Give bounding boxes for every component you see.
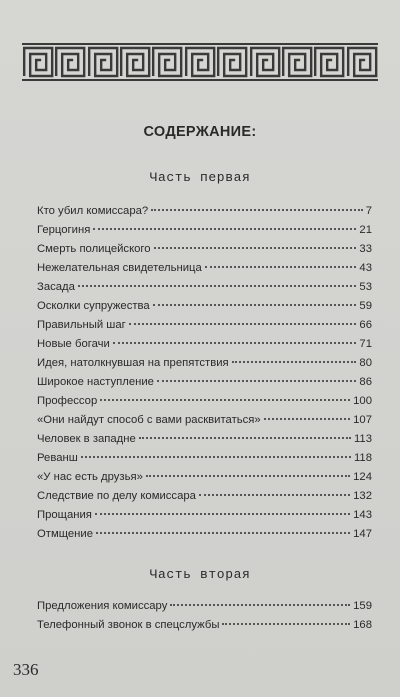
greek-key-border xyxy=(22,43,378,81)
toc-dot-leader xyxy=(232,361,357,363)
toc-dot-leader xyxy=(151,209,363,211)
toc-entry-title: Герцогиня xyxy=(37,224,91,236)
toc-dot-leader xyxy=(93,228,356,230)
toc-entry-page: 86 xyxy=(359,376,372,388)
toc-entry-title: Правильный шаг xyxy=(37,319,126,331)
toc-entry-page: 80 xyxy=(359,357,372,369)
toc-dot-leader xyxy=(205,266,357,268)
toc-entry-title: Новые богачи xyxy=(37,338,110,350)
toc-entry-page: 7 xyxy=(365,205,372,217)
toc-entry xyxy=(37,243,372,262)
toc-entry xyxy=(37,357,372,376)
toc-dot-leader xyxy=(129,323,357,325)
toc-entry xyxy=(37,452,372,471)
toc-entry-title: Следствие по делу комиссара xyxy=(37,490,196,502)
toc-entry-title: Реванш xyxy=(37,452,78,464)
toc-entry-page: 147 xyxy=(353,528,372,540)
greek-key-tile xyxy=(54,45,86,79)
part-one-toc xyxy=(37,205,372,547)
toc-dot-leader xyxy=(146,475,350,477)
toc-dot-leader xyxy=(154,247,357,249)
toc-entry-page: 143 xyxy=(353,509,372,521)
greek-key-tile xyxy=(184,45,216,79)
part-one-title: Часть первая xyxy=(149,170,251,185)
toc-entry-page: 107 xyxy=(353,414,372,426)
toc-entry-title: Профессор xyxy=(37,395,98,407)
toc-entry-title: Предложения комиссару xyxy=(37,600,168,612)
toc-entry-page: 168 xyxy=(353,619,372,631)
toc-entry xyxy=(37,395,372,414)
toc-entry-page: 59 xyxy=(359,300,372,312)
toc-entry xyxy=(37,619,372,638)
toc-entry-title: Засада xyxy=(37,281,75,293)
toc-dot-leader xyxy=(96,532,350,534)
greek-key-tile xyxy=(119,45,151,79)
part-two-title: Часть вторая xyxy=(149,567,251,582)
toc-entry xyxy=(37,281,372,300)
toc-entry xyxy=(37,433,372,452)
toc-entry-title: Отмщение xyxy=(37,528,94,540)
toc-entry-page: 33 xyxy=(359,243,372,255)
toc-dot-leader xyxy=(95,513,350,515)
toc-dot-leader xyxy=(81,456,351,458)
toc-entry-title: Смерть полицейского xyxy=(37,243,151,255)
page-number: 336 xyxy=(13,660,39,679)
toc-dot-leader xyxy=(199,494,350,496)
greek-key-tile xyxy=(216,45,248,79)
toc-entry-page: 43 xyxy=(359,262,372,274)
greek-key-tile xyxy=(313,45,345,79)
toc-entry xyxy=(37,300,372,319)
greek-key-tile xyxy=(87,45,119,79)
toc-dot-leader xyxy=(153,304,357,306)
toc-entry xyxy=(37,224,372,243)
toc-entry-title: Кто убил комиссара? xyxy=(37,205,149,217)
toc-entry-title: «У нас есть друзья» xyxy=(37,471,143,483)
greek-key-tile xyxy=(281,45,313,79)
toc-entry-page: 53 xyxy=(359,281,372,293)
toc-entry-page: 118 xyxy=(353,452,372,464)
toc-entry-title: Нежелательная свидетельница xyxy=(37,262,202,274)
toc-entry-title: Идея, натолкнувшая на препятствия xyxy=(37,357,229,369)
toc-entry-title: «Они найдут способ с вами расквитаться» xyxy=(37,414,261,426)
toc-entry xyxy=(37,600,372,619)
toc-entry-title: Осколки супружества xyxy=(37,300,150,312)
toc-entry-page: 100 xyxy=(353,395,372,407)
toc-entry-page: 66 xyxy=(359,319,372,331)
toc-entry xyxy=(37,509,372,528)
toc-entry xyxy=(37,528,372,547)
toc-entry-page: 132 xyxy=(353,490,372,502)
toc-entry-page: 159 xyxy=(353,600,372,612)
toc-dot-leader xyxy=(78,285,357,287)
toc-dot-leader xyxy=(100,399,350,401)
toc-dot-leader xyxy=(139,437,351,439)
toc-entry xyxy=(37,319,372,338)
toc-dot-leader xyxy=(157,380,356,382)
toc-dot-leader xyxy=(222,623,350,625)
toc-entry-title: Телефонный звонок в спецслужбы xyxy=(37,619,220,631)
toc-dot-leader xyxy=(170,604,350,606)
toc-entry-title: Человек в западне xyxy=(37,433,136,445)
toc-entry-page: 113 xyxy=(353,433,372,445)
toc-entry xyxy=(37,262,372,281)
toc-entry xyxy=(37,471,372,490)
toc-entry-title: Прощания xyxy=(37,509,92,521)
toc-dot-leader xyxy=(264,418,350,420)
greek-key-tile xyxy=(249,45,281,79)
toc-entry-page: 21 xyxy=(359,224,372,236)
greek-key-tile xyxy=(22,45,54,79)
toc-entry-page: 124 xyxy=(353,471,372,483)
contents-heading: СОДЕРЖАНИЕ: xyxy=(143,124,257,140)
part-two-toc xyxy=(37,600,372,638)
toc-entry xyxy=(37,338,372,357)
toc-entry xyxy=(37,414,372,433)
toc-dot-leader xyxy=(113,342,357,344)
toc-entry-title: Широкое наступление xyxy=(37,376,154,388)
toc-entry-page: 71 xyxy=(359,338,372,350)
toc-entry xyxy=(37,490,372,509)
toc-entry xyxy=(37,205,372,224)
greek-key-tile xyxy=(151,45,183,79)
toc-entry xyxy=(37,376,372,395)
greek-key-tile xyxy=(346,45,378,79)
